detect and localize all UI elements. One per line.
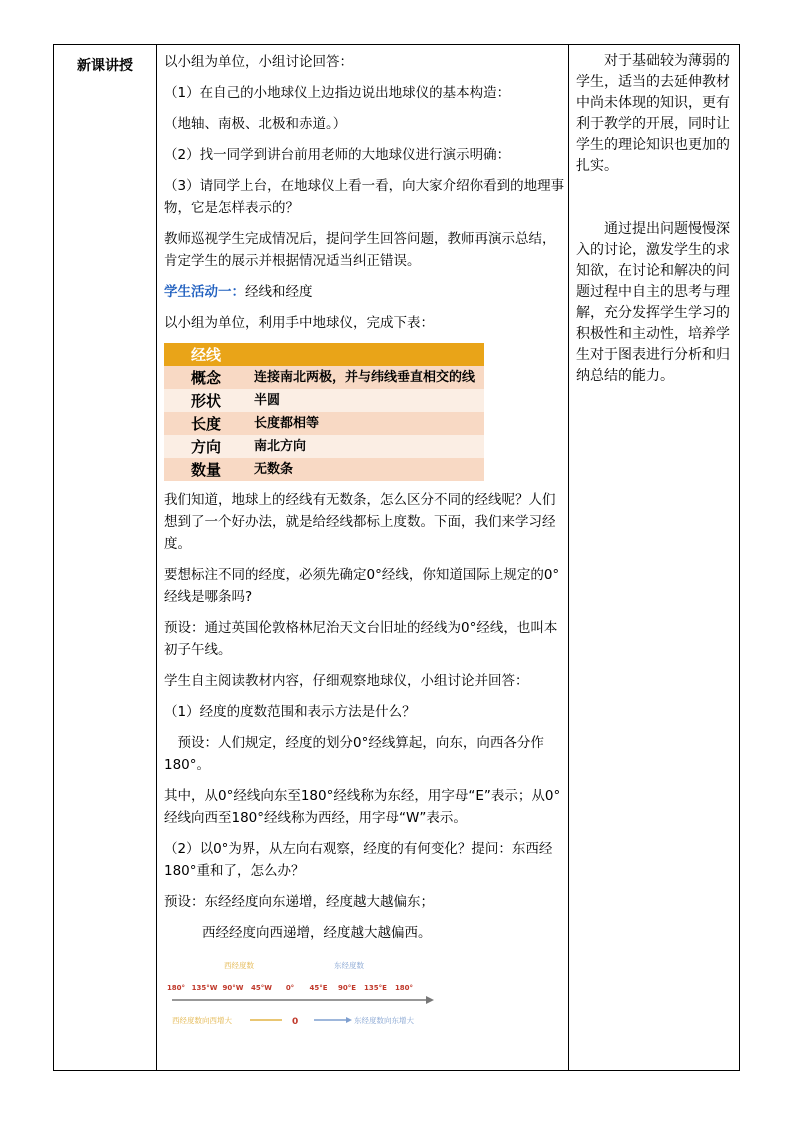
table-row	[164, 389, 484, 412]
table-key: 方向	[164, 435, 248, 458]
paragraph: （1）在自己的小地球仪上边指边说出地球仪的基本构造：	[164, 85, 511, 101]
table-row	[164, 366, 484, 389]
table-key: 形状	[164, 389, 248, 412]
activity-instruction: 以小组为单位，利用手中地球仪，完成下表：	[164, 315, 434, 331]
paragraph: 以小组为单位，小组讨论回答：	[164, 54, 353, 70]
paragraph: 预设：东经经度向东递增，经度越大越偏东；	[164, 894, 434, 910]
table-value: 无数条	[248, 458, 484, 481]
tick-label: 90°W	[222, 984, 244, 992]
right-arrow-head	[346, 1017, 352, 1023]
table-row	[164, 412, 484, 435]
column-divider	[156, 45, 157, 1070]
paragraph: 要想标注不同的经度，必须先确定0°经线，你知道国际上规定的0°经线是哪条吗?	[164, 567, 560, 605]
longitude-axis-figure	[164, 958, 454, 1030]
paragraph: 我们知道，地球上的经线有无数条，怎么区分不同的经线呢？人们想到了一个好办法，就是给经线都标上度数。下面，我们来学习经度。	[164, 492, 556, 552]
table-key: 数量	[164, 458, 248, 481]
tick-label: 180°	[394, 984, 414, 992]
side-notes	[576, 51, 731, 387]
longitude-table	[164, 343, 484, 481]
table-value: 南北方向	[248, 435, 484, 458]
side-note: 通过提出问题慢慢深入的讨论，激发学生的求知欲，在讨论和解决的问题过程中自主的思考与理解，充分发挥学生学习的积极性和主动性，培养学生对于图表进行分析和归纳总结的能力。	[576, 221, 730, 384]
table-value: 半圆	[248, 389, 484, 412]
paragraph: 学生自主阅读教材内容，仔细观察地球仪，小组讨论并回答：	[164, 673, 529, 689]
west-label: 西经度数	[224, 961, 254, 970]
tick-label: 45°E	[309, 984, 328, 992]
table-key: 长度	[164, 412, 248, 435]
paragraph: （2）找一同学到讲台前用老师的大地球仪进行演示明确：	[164, 147, 511, 163]
tick-label: 45°W	[251, 984, 272, 992]
column-divider	[568, 45, 569, 1070]
bottom-left-label: 西经度数向西增大	[172, 1016, 232, 1025]
activity-title-strong: 学生活动一：	[164, 284, 245, 300]
tick-label: 135°E	[364, 984, 387, 992]
paragraph: （地轴、南极、北极和赤道。）	[164, 116, 347, 132]
paragraph: （3）请同学上台，在地球仪上看一看，向大家介绍你看到的地理事物，它是怎样表示的？	[164, 178, 565, 216]
tick-label: 90°E	[337, 984, 357, 992]
tick-label: 0°	[285, 984, 295, 992]
activity-title-rest: 经线和经度	[245, 284, 313, 300]
paragraph: 预设：人们规定，经度的划分0°经线算起，向东，向西各分作180°。	[164, 735, 544, 773]
paragraph: 预设：通过英国伦敦格林尼治天文台旧址的经线为0°经线，也叫本初子午线。	[164, 620, 558, 658]
section-label: 新课讲授	[77, 58, 133, 74]
paragraph: 教师巡视学生完成情况后，提问学生回答问题，教师再演示总结，肯定学生的展示并根据情况适当纠正错误。	[164, 231, 556, 269]
east-label: 东经度数	[334, 961, 364, 970]
table-value: 连接南北两极，并与纬线垂直相交的线	[248, 366, 484, 389]
table-row	[164, 458, 484, 481]
bottom-right-label: 东经度数向东增大	[354, 1016, 414, 1025]
paragraph: （1）经度的度数范围和表示方法是什么？	[164, 704, 416, 720]
paragraph: 其中，从0°经线向东至180°经线称为东经，用字母“E”表示；从0°经线向西至180°经线称为西经，用字母“W”表示。	[164, 788, 561, 826]
table-value: 长度都相等	[248, 412, 484, 435]
bottom-center-label: 0	[292, 1017, 299, 1027]
side-note: 对于基础较为薄弱的学生，适当的去延伸教材中尚未体现的知识，更有利于教学的开展，同时让学生的理论知识也更加的扎实。	[576, 53, 730, 174]
activity-title	[164, 281, 568, 303]
table-row	[164, 435, 484, 458]
main-content	[164, 51, 568, 1037]
longitude-diagram	[164, 958, 568, 1037]
lesson-table	[53, 44, 740, 1071]
axis-arrow	[426, 996, 434, 1004]
table-header: 经线	[164, 343, 248, 366]
paragraph: 西经经度向西递增，经度越大越偏西。	[202, 925, 432, 941]
table-key: 概念	[164, 366, 248, 389]
tick-label: 180°	[166, 984, 186, 992]
paragraph: （2）以0°为界，从左向右观察，经度的有何变化？提问：东西经180°重和了，怎么办？	[164, 841, 553, 879]
tick-label: 135°W	[191, 984, 218, 992]
